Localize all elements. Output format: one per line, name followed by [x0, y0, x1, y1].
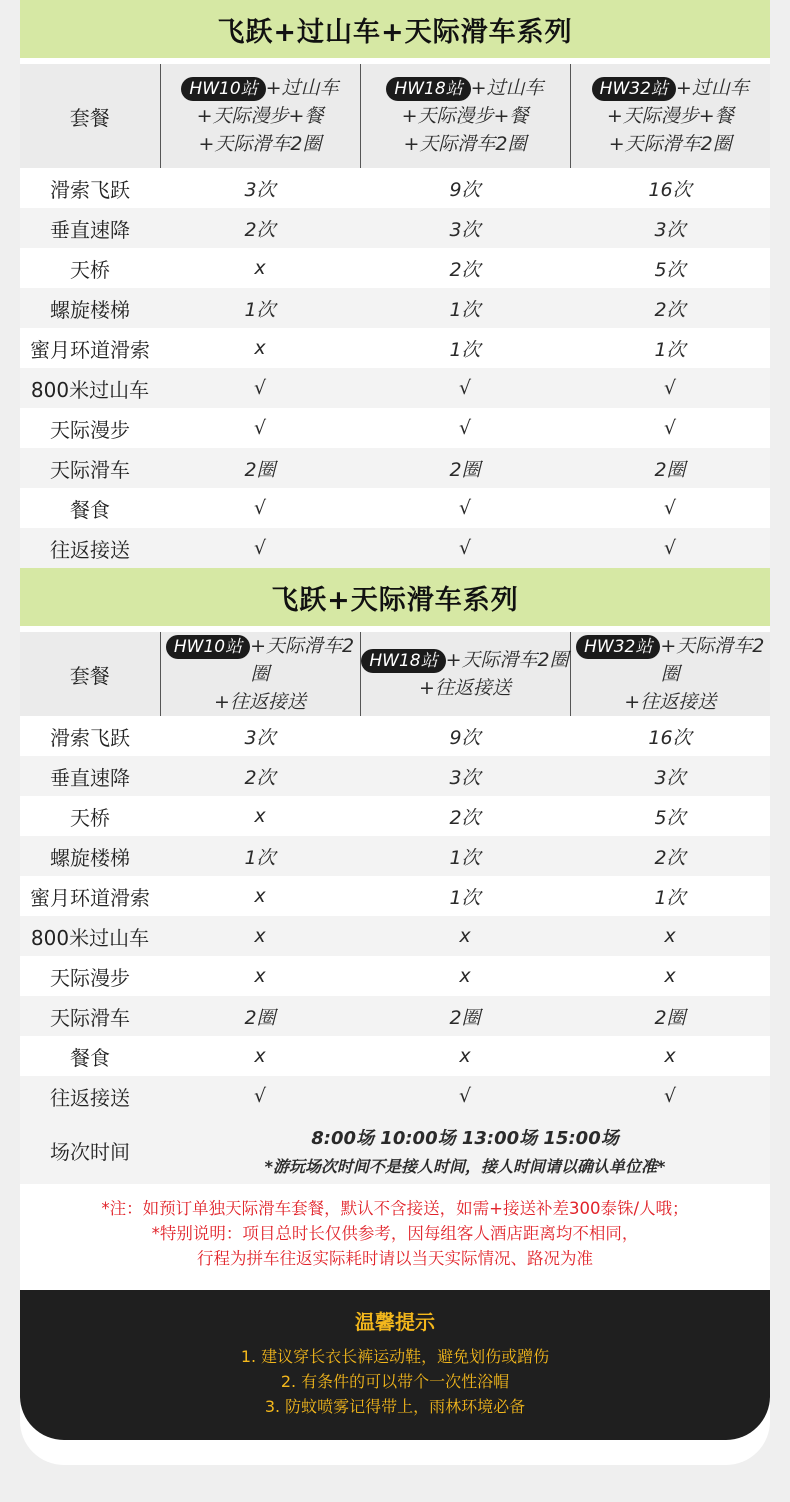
- cell-value: 3次: [360, 208, 570, 248]
- package-badge: HW32站: [576, 635, 660, 659]
- table-row: [20, 368, 770, 408]
- package-header-label: 套餐: [20, 64, 160, 168]
- schedule-label: 场次时间: [20, 1116, 160, 1184]
- package-line: +天际漫步+餐: [606, 105, 734, 127]
- cell-value: 2圈: [570, 996, 770, 1036]
- row-label: 天桥: [70, 805, 110, 830]
- cell-value: √: [663, 417, 677, 439]
- package-badge: HW10站: [166, 635, 250, 659]
- table-row: [20, 488, 770, 528]
- table-row: [20, 916, 770, 956]
- tip-item: 3. 防蚊喷雾记得带上，雨林环境必备: [264, 1397, 526, 1416]
- section1-header-row: [20, 64, 770, 168]
- row-label: 800米过山车: [20, 368, 160, 408]
- cell-value: √: [458, 417, 472, 439]
- package-badge: HW18站: [386, 77, 470, 101]
- tip-item: 1. 建议穿长衣长裤运动鞋，避免划伤或蹭伤: [240, 1347, 550, 1366]
- table-row: [20, 1076, 770, 1116]
- package-line: +天际漫步+餐: [401, 105, 529, 127]
- table-row: [20, 1036, 770, 1076]
- row-label: 螺旋楼梯: [20, 836, 160, 876]
- package-line: +过山车: [470, 77, 544, 99]
- cell-value: x: [254, 805, 266, 827]
- section2-title: 飞跃+天际滑车系列: [20, 568, 770, 626]
- section2-table: [20, 632, 770, 1184]
- table-row: [20, 288, 770, 328]
- row-label: 餐食: [70, 497, 110, 522]
- row-label: 天际漫步: [50, 417, 130, 442]
- table-row: [20, 328, 770, 368]
- cell-value: 1次: [449, 338, 481, 361]
- row-label: 垂直速降: [20, 208, 160, 248]
- cell-value: 2次: [570, 288, 770, 328]
- cell-value: 5次: [654, 258, 686, 281]
- cell-value: 16次: [648, 726, 692, 749]
- package-column: [360, 632, 570, 716]
- table-row: [20, 836, 770, 876]
- row-label: 天际滑车: [20, 996, 160, 1036]
- cell-value: x: [664, 965, 676, 987]
- package-line: +天际滑车2圈: [198, 133, 322, 155]
- row-label: 餐食: [70, 1045, 110, 1070]
- table-row: [20, 796, 770, 836]
- content-card: [20, 0, 770, 1465]
- table-row: [20, 996, 770, 1036]
- package-line: +天际滑车2圈: [445, 649, 569, 671]
- cell-value: 9次: [449, 178, 481, 201]
- section1-title: 飞跃+过山车+天际滑车系列: [20, 0, 770, 58]
- cell-value: 2圈: [570, 448, 770, 488]
- cell-value: 1次: [160, 288, 360, 328]
- row-label: 天际漫步: [50, 965, 130, 990]
- package-line: +过山车: [675, 77, 749, 99]
- cell-value: 1次: [360, 288, 570, 328]
- cell-value: 3次: [244, 178, 276, 201]
- cell-value: 2圈: [160, 448, 360, 488]
- row-label: 往返接送: [20, 528, 160, 568]
- cell-value: x: [360, 916, 570, 956]
- cell-value: 1次: [449, 886, 481, 909]
- package-line: +天际滑车2圈: [403, 133, 527, 155]
- package-line: +往返接送: [214, 691, 306, 713]
- cell-value: √: [360, 368, 570, 408]
- row-label: 垂直速降: [20, 756, 160, 796]
- cell-value: √: [663, 497, 677, 519]
- cell-value: x: [254, 965, 266, 987]
- cell-value: √: [253, 497, 267, 519]
- tip-item: 2. 有条件的可以带个一次性浴帽: [280, 1372, 510, 1391]
- cell-value: x: [459, 965, 471, 987]
- cell-value: x: [570, 916, 770, 956]
- table-row: [20, 756, 770, 796]
- cell-value: √: [360, 528, 570, 568]
- row-label: 滑索飞跃: [50, 725, 130, 750]
- cell-value: 9次: [449, 726, 481, 749]
- cell-value: 1次: [654, 338, 686, 361]
- cell-value: 16次: [648, 178, 692, 201]
- cell-value: √: [360, 1076, 570, 1116]
- row-label: 800米过山车: [20, 916, 160, 956]
- package-badge: HW18站: [361, 649, 445, 673]
- package-line: +往返接送: [624, 691, 717, 713]
- cell-value: 5次: [654, 806, 686, 829]
- cell-value: √: [458, 497, 472, 519]
- cell-value: 2次: [570, 836, 770, 876]
- note-line: *注：如预订单独天际滑车套餐，默认不含接送，如需+接送补差300泰铢/人哦；: [101, 1199, 689, 1218]
- schedule-row: [20, 1116, 770, 1184]
- cell-value: x: [254, 257, 266, 279]
- package-column: [160, 64, 360, 168]
- package-line: +天际滑车2圈: [660, 635, 765, 685]
- package-line: +天际滑车2圈: [250, 635, 355, 685]
- cell-value: 3次: [360, 756, 570, 796]
- cell-value: 2圈: [360, 996, 570, 1036]
- cell-value: x: [160, 916, 360, 956]
- row-label: 蜜月环道滑索: [30, 337, 150, 362]
- cell-value: √: [253, 417, 267, 439]
- cell-value: 3次: [570, 208, 770, 248]
- package-line: +天际滑车2圈: [608, 133, 732, 155]
- cell-value: 2次: [160, 208, 360, 248]
- package-column: [570, 632, 770, 716]
- package-column: [160, 632, 360, 716]
- cell-value: x: [664, 1045, 676, 1067]
- cell-value: √: [570, 528, 770, 568]
- section1-table: [20, 64, 770, 568]
- cell-value: x: [254, 1045, 266, 1067]
- table-row: [20, 408, 770, 448]
- row-label: 滑索飞跃: [50, 177, 130, 202]
- cell-value: x: [254, 337, 266, 359]
- package-column: [570, 64, 770, 168]
- note-line: 行程为拼车往返实际耗时请以当天实际情况、路况为准: [197, 1249, 593, 1268]
- cell-value: 2次: [449, 806, 481, 829]
- cell-value: 2圈: [360, 448, 570, 488]
- cell-value: 1次: [160, 836, 360, 876]
- row-label: 往返接送: [20, 1076, 160, 1116]
- cell-value: √: [570, 368, 770, 408]
- package-line: +往返接送: [419, 677, 511, 699]
- cell-value: 2圈: [160, 996, 360, 1036]
- table-row: [20, 716, 770, 756]
- tips-panel: [20, 1290, 770, 1440]
- cell-value: 2次: [449, 258, 481, 281]
- cell-value: √: [570, 1076, 770, 1116]
- cell-value: 1次: [360, 836, 570, 876]
- cell-value: x: [254, 885, 266, 907]
- cell-value: 2次: [160, 756, 360, 796]
- schedule-cell: [160, 1116, 770, 1184]
- section2-header-row: [20, 632, 770, 716]
- package-line: +天际漫步+餐: [196, 105, 324, 127]
- cell-value: 3次: [570, 756, 770, 796]
- table-row: [20, 876, 770, 916]
- package-line: +过山车: [265, 77, 339, 99]
- package-badge: HW10站: [181, 77, 265, 101]
- table-row: [20, 168, 770, 208]
- table-row: [20, 208, 770, 248]
- row-label: 天桥: [70, 257, 110, 282]
- cell-value: √: [160, 368, 360, 408]
- cell-value: 1次: [654, 886, 686, 909]
- package-header-label: 套餐: [20, 632, 160, 716]
- notes-block: [20, 1184, 770, 1286]
- table-row: [20, 248, 770, 288]
- schedule-times: 8:00场 10:00场 13:00场 15:00场: [311, 1127, 619, 1149]
- row-label: 天际滑车: [20, 448, 160, 488]
- cell-value: √: [160, 528, 360, 568]
- package-badge: HW32站: [592, 77, 676, 101]
- row-label: 蜜月环道滑索: [30, 885, 150, 910]
- table-row: [20, 956, 770, 996]
- cell-value: 3次: [244, 726, 276, 749]
- row-label: 螺旋楼梯: [20, 288, 160, 328]
- table-row: [20, 448, 770, 488]
- schedule-note: *游玩场次时间不是接人时间，接人时间请以确认单位准*: [264, 1156, 666, 1176]
- note-line: *特别说明：项目总时长仅供参考，因每组客人酒店距离均不相同，: [151, 1224, 639, 1243]
- table-row: [20, 528, 770, 568]
- cell-value: √: [160, 1076, 360, 1116]
- tips-title: 温馨提示: [355, 1310, 435, 1334]
- cell-value: x: [459, 1045, 471, 1067]
- package-column: [360, 64, 570, 168]
